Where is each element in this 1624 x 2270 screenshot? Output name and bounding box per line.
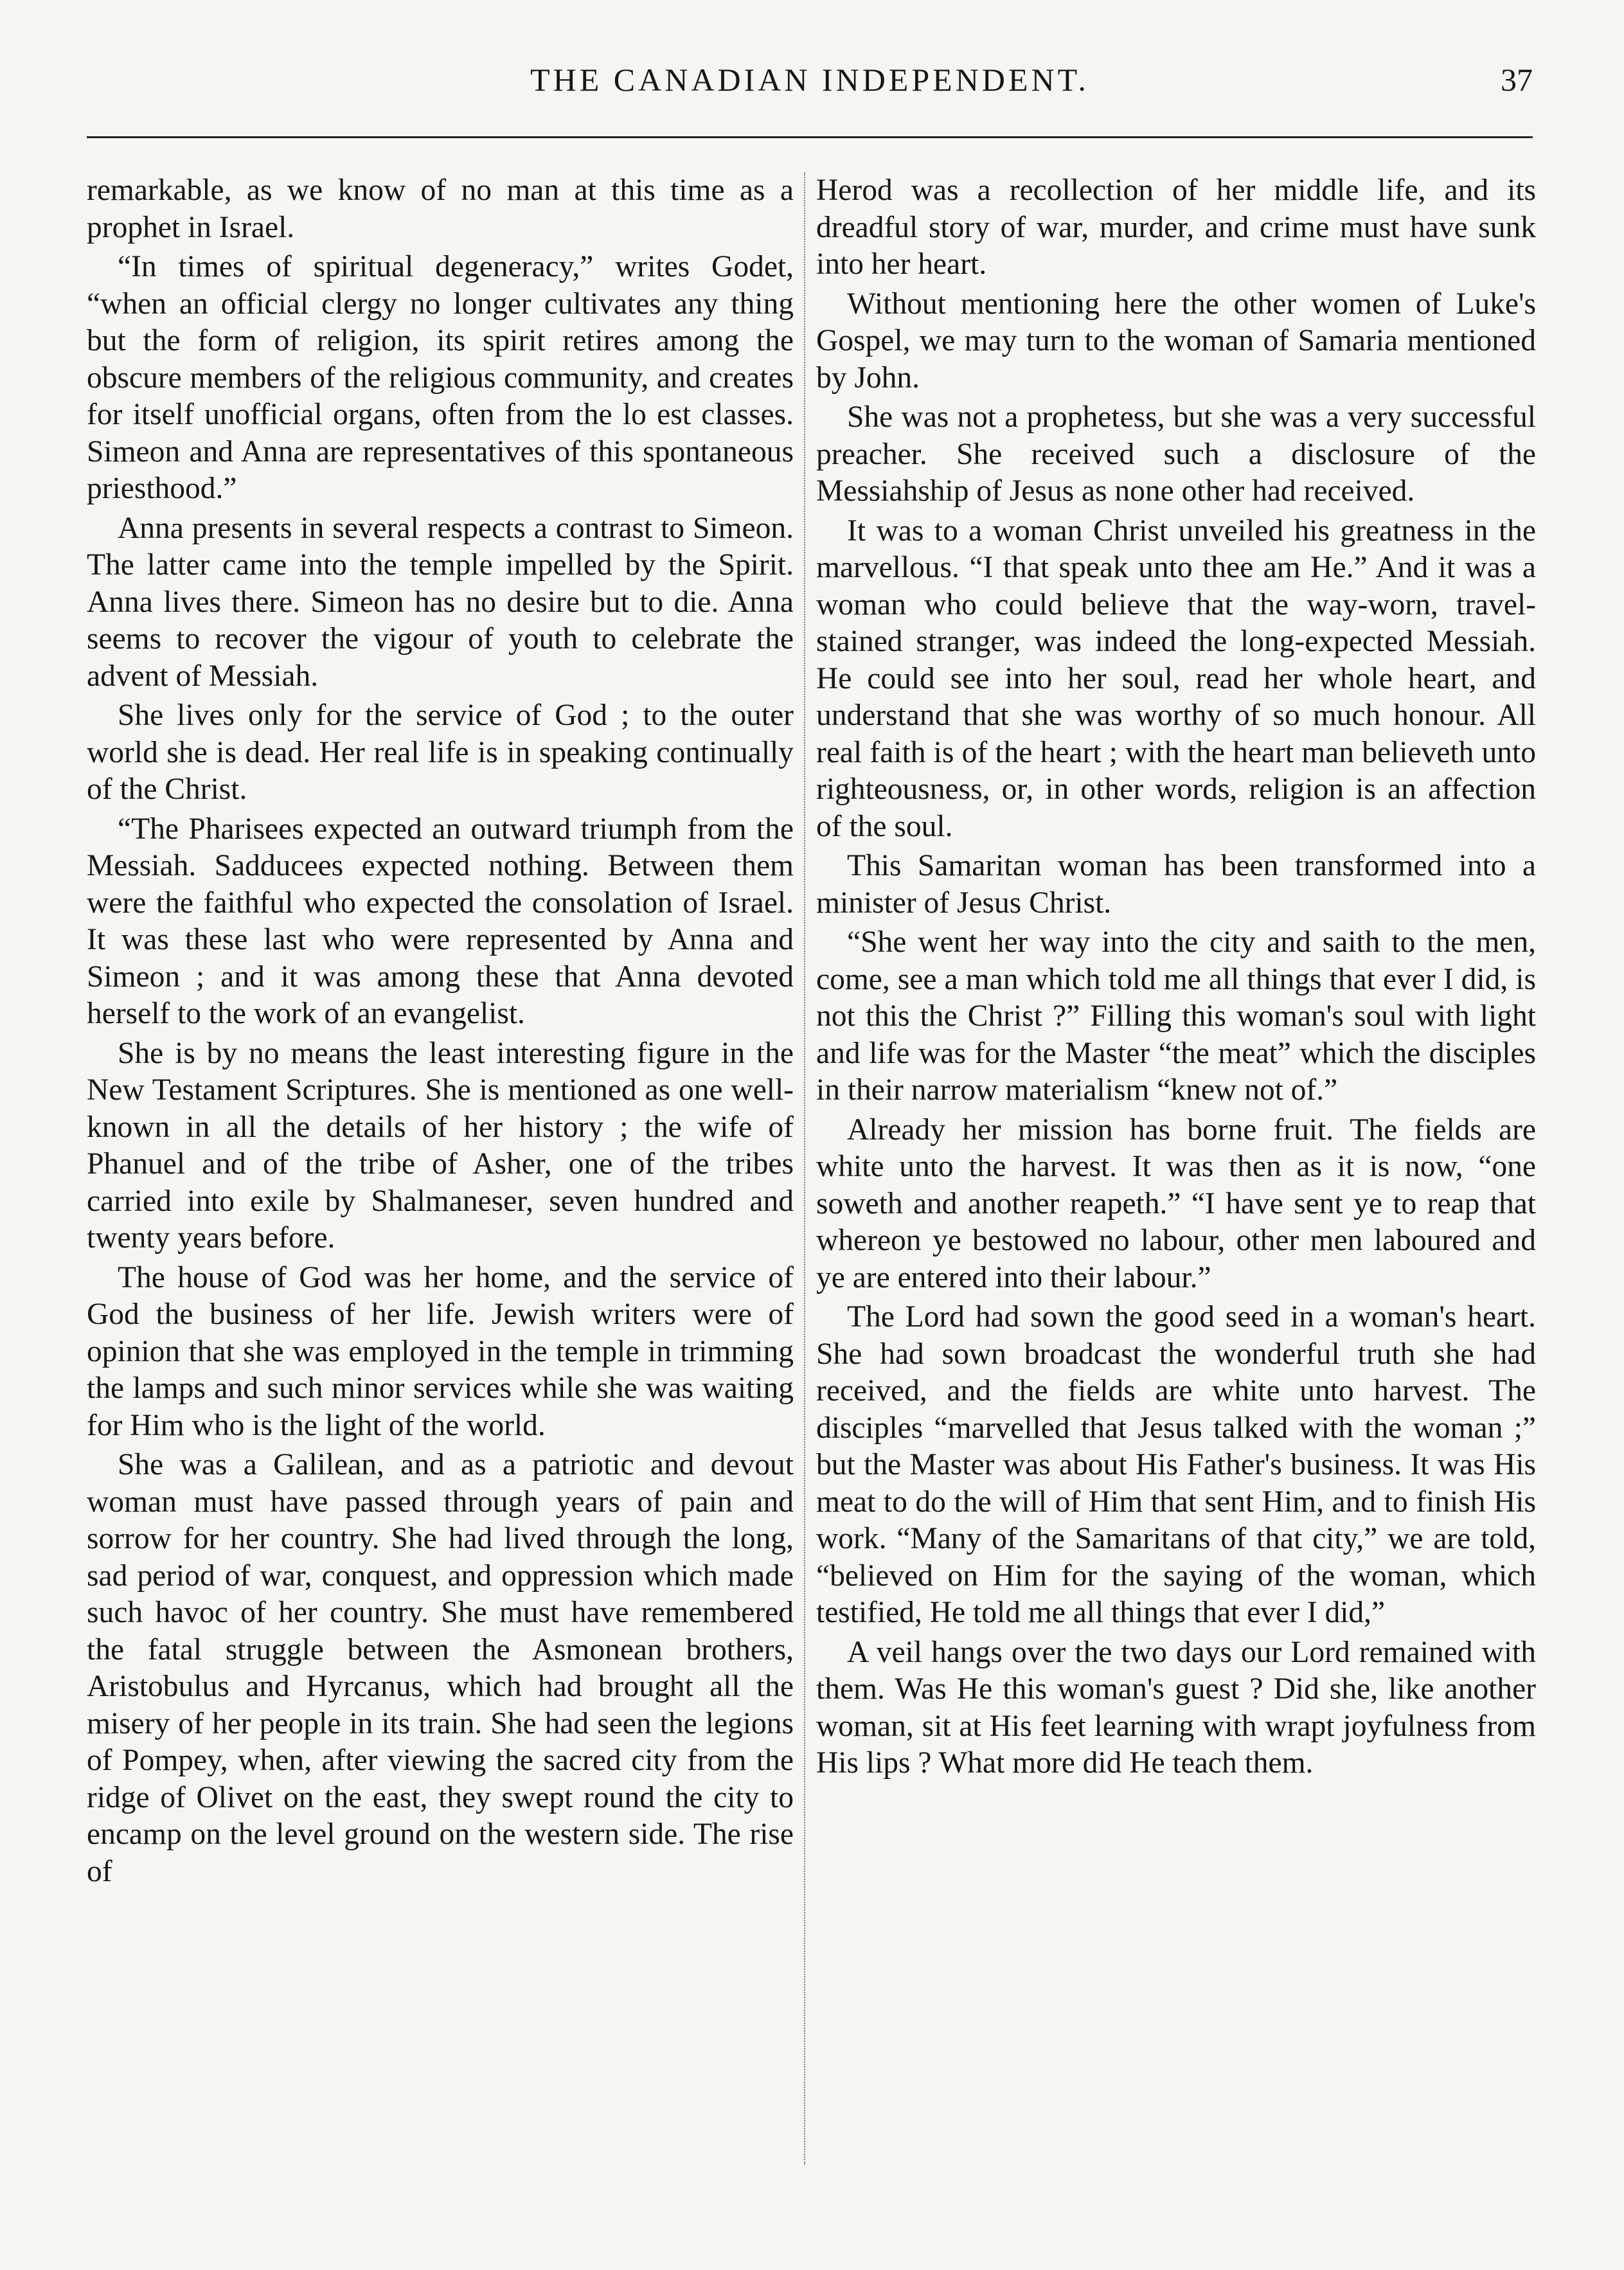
column-divider <box>804 172 805 2165</box>
right-column <box>816 172 1536 2184</box>
paragraph: Without mentioning here the other women of Luke's Gospel, we may turn to the woman of Samaria mentioned by John. <box>816 287 1536 395</box>
paragraph: She is by no means the least interesting figure in the New Testament Scriptures. She is mentioned as one well-known in all the details of her history ; the wife of Phanuel and of the tribe of Asher, one of the tribes carried into exile by Shalmaneser, seven hundred and twenty years before. <box>87 1036 794 1255</box>
left-column <box>87 172 794 2184</box>
paragraph: She lives only for the service of God ; to the outer world she is dead. Her real life is in speaking continually of the Christ. <box>87 699 794 806</box>
paragraph: “The Pharisees expected an outward triumph from the Messiah. Sadducees expected nothing. Between them were the faithful who expected the consolation of Israel. It was these last who were represented by Anna and Simeon ; and it was among these that Anna devoted herself to the work of an evangelist. <box>87 812 794 1030</box>
page-header <box>87 61 1533 112</box>
paragraph: “She went her way into the city and saith to the men, come, see a man which told me all things that ever I did, is not this the Christ ?” Filling this woman's soul with light and life was for the Master “the meat” which the disciples in their narrow materialism “knew not of.” <box>816 925 1536 1107</box>
paragraph: This Samaritan woman has been transformed into a minister of Jesus Christ. <box>816 849 1536 920</box>
header-rule <box>87 136 1533 138</box>
paragraph: Herod was a recollection of her middle life, and its dreadful story of war, murder, and crime must have sunk into her heart. <box>816 174 1536 281</box>
paragraph: Already her mission has borne fruit. The fields are white unto the harvest. It was then as it is now, “one soweth and another reapeth.” “I have sent ye to reap that whereon ye bestowed no labour, other men laboured and ye are entered into their labour.” <box>816 1113 1536 1294</box>
paragraph: She was a Galilean, and as a patriotic and devout woman must have passed through years of pain and sorrow for her country. She had lived through the long, sad period of war, conquest, and oppression which made such havoc of her country. She must have remembered the fatal struggle between the Asmonean brothers, Aristobulus and Hyrcanus, which had brought all the misery of her people in its train. She had seen the legions of Pompey, when, after viewing the sacred city from the ridge of Olivet on the east, they swept round the city to encamp on the level ground on the western side. The rise of <box>87 1448 794 1888</box>
paragraph: She was not a prophetess, but she was a very successful preacher. She received such a disclosure of the Messiahship of Jesus as none other had received. <box>816 400 1536 508</box>
page-number: 37 <box>1501 62 1533 98</box>
paragraph: It was to a woman Christ unveiled his greatness in the marvellous. “I that speak unto thee am He.” And it was a woman who could believe that the way-worn, travel-stained stranger, was indeed the long-expected Messiah. He could see into her soul, read her whole heart, and understand that she was worthy of so much honour. All real faith is of the heart ; with the heart man believeth unto righteousness, or, in other words, religion is an affection of the soul. <box>816 514 1536 843</box>
paragraph: The Lord had sown the good seed in a woman's heart. She had sown broadcast the wonderful truth she had received, and the fields are white unto harvest. The disciples “marvelled that Jesus talked with the woman ;” but the Master was about His Father's business. It was His meat to do the will of Him that sent Him, and to finish His work. “Many of the Samaritans of that city,” we are told, “believed on Him for the saying of the woman, which testified, He told me all things that ever I did,” <box>816 1300 1536 1629</box>
paragraph: “In times of spiritual degeneracy,” writes Godet, “when an official clergy no longer cultivates any thing but the form of religion, its spirit retires among the obscure members of the religious community, and creates for itself unofficial organs, often from the lo est classes. Simeon and Anna are representatives of this spontaneous priesthood.” <box>87 250 794 505</box>
paragraph: The house of God was her home, and the service of God the business of her life. Jewish writers were of opinion that she was employed in the temple in trimming the lamps and such minor services while she was waiting for Him who is the light of the world. <box>87 1260 794 1442</box>
paragraph: A veil hangs over the two days our Lord remained with them. Was He this woman's guest ? Did she, like another woman, sit at His feet learning with wrapt joyfulness from His lips ? What more did He teach them. <box>816 1635 1536 1780</box>
running-title: THE CANADIAN INDEPENDENT. <box>530 62 1089 98</box>
paragraph: remarkable, as we know of no man at this time as a prophet in Israel. <box>87 174 794 244</box>
paragraph: Anna presents in several respects a contrast to Simeon. The latter came into the temple impelled by the Spirit. Anna lives there. Simeon has no desire but to die. Anna seems to recover the vigour of youth to celebrate the advent of Messiah. <box>87 511 794 693</box>
